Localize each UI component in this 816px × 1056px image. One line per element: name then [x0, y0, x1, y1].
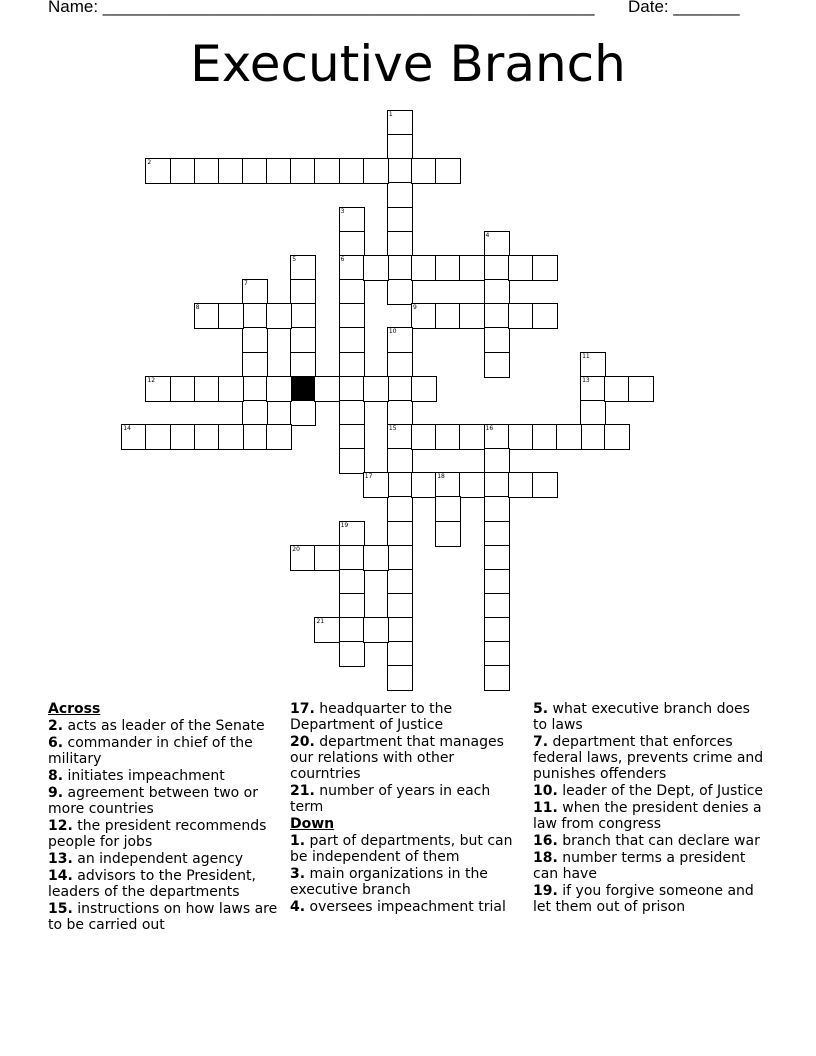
clue-number: 16. [533, 833, 558, 849]
grid-cell[interactable] [580, 400, 606, 426]
puzzle-title: Executive Branch [190, 35, 626, 93]
grid-cell[interactable] [484, 424, 510, 450]
clue-text: commander in chief of the military [48, 735, 253, 767]
grid-cell[interactable] [194, 376, 220, 402]
grid-cell[interactable] [387, 448, 413, 474]
grid-cell[interactable] [339, 255, 365, 281]
grid-cell[interactable] [363, 617, 389, 643]
grid-cell[interactable] [604, 424, 630, 450]
grid-cell[interactable] [339, 593, 365, 619]
grid-cell[interactable] [242, 400, 268, 426]
grid-cell[interactable] [387, 617, 413, 643]
grid-cell[interactable] [339, 617, 365, 643]
clue-text: part of departments, but can be independent of them [290, 833, 513, 865]
grid-cell[interactable] [121, 424, 147, 450]
grid-cell[interactable] [339, 521, 365, 547]
clue-item [290, 899, 522, 915]
grid-cell[interactable] [484, 472, 510, 498]
grid-cell[interactable] [604, 376, 630, 402]
grid-cell[interactable] [145, 158, 171, 184]
clue-text: the president recommends people for jobs [48, 818, 267, 850]
grid-cell[interactable] [628, 376, 654, 402]
grid-cell[interactable] [218, 303, 244, 329]
clue-number: 6. [48, 735, 64, 751]
grid-cell[interactable] [242, 158, 268, 184]
clue-text: department that enforces federal laws, prevents crime and punishes offenders [533, 734, 764, 782]
grid-cell[interactable] [290, 352, 316, 378]
grid-cell[interactable] [387, 641, 413, 667]
clue-item [48, 785, 280, 817]
clue-number: 21. [290, 783, 315, 799]
grid-cell[interactable] [387, 472, 413, 498]
grid-cell[interactable] [194, 424, 220, 450]
clue-number-label: 13 [582, 376, 590, 384]
grid-cell[interactable] [484, 641, 510, 667]
clue-number-label: 5 [292, 255, 297, 263]
clue-number-label: 3 [340, 207, 345, 215]
clue-number: 2. [48, 718, 64, 734]
clue-item [48, 768, 280, 784]
grid-cell[interactable] [290, 255, 316, 281]
grid-cell[interactable] [484, 327, 510, 353]
grid-cell[interactable] [387, 400, 413, 426]
clue-item [533, 701, 765, 733]
clue-number-label: 9 [413, 304, 417, 312]
grid-cell[interactable] [339, 376, 365, 402]
clue-item [533, 734, 765, 782]
clue-item [533, 850, 765, 882]
grid-cell[interactable] [411, 376, 437, 402]
grid-cell[interactable] [387, 593, 413, 619]
grid-cell[interactable] [532, 424, 558, 450]
grid-cell[interactable] [411, 158, 437, 184]
grid-cell[interactable] [145, 424, 171, 450]
clue-number: 11. [533, 800, 558, 816]
clue-text: number terms a president can have [533, 850, 746, 882]
grid-cell[interactable] [435, 158, 461, 184]
clue-item [48, 818, 280, 850]
grid-cell[interactable] [387, 424, 413, 450]
clue-number: 3. [290, 866, 306, 882]
grid-cell[interactable] [435, 521, 461, 547]
clue-text: department that manages our relations with other courntries [290, 734, 504, 782]
grid-cell[interactable] [435, 496, 461, 522]
grid-cell[interactable] [266, 158, 292, 184]
grid-cell[interactable] [484, 665, 510, 691]
clue-number: 20. [290, 734, 315, 750]
grid-cell[interactable] [290, 279, 316, 305]
date-field-label: Date: _______ [628, 0, 740, 16]
grid-cell[interactable] [314, 545, 340, 571]
grid-cell[interactable] [387, 352, 413, 378]
clue-text: what executive branch does to laws [533, 701, 750, 733]
grid-cell[interactable] [339, 545, 365, 571]
grid-cell[interactable] [459, 255, 485, 281]
clue-text: advisors to the President, leaders of the departments [48, 868, 256, 900]
grid-cell[interactable] [484, 617, 510, 643]
grid-cell[interactable] [387, 496, 413, 522]
name-field-label: Name: ____________________________________________________ [48, 0, 595, 16]
grid-cell[interactable] [484, 303, 510, 329]
clue-text: number of years in each term [290, 783, 491, 815]
grid-cell[interactable] [314, 158, 340, 184]
clue-item [290, 701, 522, 733]
grid-cell[interactable] [363, 255, 389, 281]
clue-number: 18. [533, 850, 558, 866]
grid-cell[interactable] [411, 472, 437, 498]
grid-cell[interactable] [435, 424, 461, 450]
clue-text: when the president denies a law from congress [533, 800, 762, 832]
grid-cell[interactable] [387, 182, 413, 208]
grid-cell[interactable] [484, 593, 510, 619]
grid-cell[interactable] [339, 279, 365, 305]
clue-item [533, 833, 765, 849]
clue-text: an independent agency [72, 851, 244, 867]
grid-cell[interactable] [532, 255, 558, 281]
grid-cell[interactable] [459, 424, 485, 450]
clue-number-label: 10 [388, 328, 397, 336]
clue-text: leader of the Dept, of Justice [557, 783, 764, 799]
grid-cell[interactable] [242, 376, 268, 402]
grid-cell[interactable] [508, 472, 534, 498]
clue-number: 17. [290, 701, 315, 717]
grid-cell[interactable] [218, 376, 244, 402]
grid-cell[interactable] [580, 352, 606, 378]
grid-cell[interactable] [484, 231, 510, 257]
clue-number: 19. [533, 883, 558, 899]
clue-number-label: 1 [388, 111, 393, 118]
grid-cell[interactable] [242, 303, 268, 329]
grid-cell[interactable] [387, 569, 413, 595]
grid-cell[interactable] [339, 327, 365, 353]
grid-cell[interactable] [484, 352, 510, 378]
clue-number-label: 19 [340, 521, 349, 529]
clue-number: 8. [48, 768, 64, 784]
grid-block-cell [290, 376, 316, 402]
grid-cell[interactable] [484, 448, 510, 474]
clues-column-2 [290, 701, 522, 916]
clue-number-label: 15 [388, 424, 397, 432]
grid-cell[interactable] [170, 424, 196, 450]
clue-number-label: 18 [437, 473, 445, 481]
clue-text: main organizations in the executive branch [290, 866, 488, 898]
grid-cell[interactable] [387, 665, 413, 691]
clue-number: 1. [290, 833, 306, 849]
grid-cell[interactable] [242, 327, 268, 353]
clue-number: 12. [48, 818, 73, 834]
clue-text: headquarter to the Department of Justice [290, 701, 453, 733]
grid-cell[interactable] [145, 376, 171, 402]
clue-number-label: 6 [340, 255, 345, 263]
clue-number-label: 14 [123, 424, 131, 432]
grid-cell[interactable] [363, 376, 389, 402]
grid-cell[interactable] [387, 545, 413, 571]
grid-cell[interactable] [411, 424, 437, 450]
grid-cell[interactable] [194, 158, 220, 184]
grid-cell[interactable] [580, 376, 606, 402]
clue-number-label: 16 [485, 424, 494, 432]
grid-cell[interactable] [508, 303, 534, 329]
grid-cell[interactable] [387, 134, 413, 160]
grid-cell[interactable] [580, 424, 606, 450]
grid-cell[interactable] [339, 207, 365, 233]
clue-number-label: 7 [244, 280, 248, 288]
grid-cell[interactable] [339, 231, 365, 257]
grid-cell[interactable] [290, 158, 316, 184]
clue-text: agreement between two or more countries [48, 785, 258, 817]
clue-item [48, 868, 280, 900]
grid-cell[interactable] [363, 158, 389, 184]
clue-text: initiates impeachment [63, 768, 225, 784]
grid-cell[interactable] [532, 472, 558, 498]
grid-cell[interactable] [411, 303, 437, 329]
clue-item [48, 718, 280, 734]
grid-cell[interactable] [484, 496, 510, 522]
grid-cell[interactable] [266, 303, 292, 329]
grid-cell[interactable] [339, 448, 365, 474]
clue-text: branch that can declare war [557, 833, 760, 849]
grid-cell[interactable] [387, 158, 413, 184]
clue-number: 15. [48, 901, 73, 917]
grid-cell[interactable] [508, 255, 534, 281]
grid-cell[interactable] [435, 472, 461, 498]
clue-item [290, 833, 522, 865]
clue-text: oversees impeachment trial [305, 899, 506, 915]
grid-cell[interactable] [339, 424, 365, 450]
clue-item [290, 783, 522, 815]
grid-cell[interactable] [435, 255, 461, 281]
clue-number: 13. [48, 851, 73, 867]
grid-cell[interactable] [339, 400, 365, 426]
clue-number-label: 17 [364, 473, 373, 481]
grid-cell[interactable] [218, 158, 244, 184]
down-heading: Down [290, 816, 335, 832]
clue-number-label: 8 [195, 304, 200, 312]
grid-cell[interactable] [314, 617, 340, 643]
grid-cell[interactable] [194, 303, 220, 329]
grid-cell[interactable] [218, 424, 244, 450]
clue-number-label: 21 [316, 618, 325, 626]
grid-cell[interactable] [387, 255, 413, 281]
grid-cell[interactable] [266, 376, 292, 402]
clue-text: acts as leader of the Senate [63, 718, 265, 734]
grid-cell[interactable] [170, 158, 196, 184]
grid-cell[interactable] [290, 327, 316, 353]
grid-cell[interactable] [339, 641, 365, 667]
grid-cell[interactable] [170, 376, 196, 402]
grid-cell[interactable] [484, 279, 510, 305]
grid-cell[interactable] [484, 569, 510, 595]
clue-number-label: 11 [582, 352, 590, 360]
grid-cell[interactable] [290, 400, 316, 426]
clue-number: 4. [290, 899, 306, 915]
clue-item [533, 883, 765, 915]
grid-cell[interactable] [290, 303, 316, 329]
grid-cell[interactable] [242, 352, 268, 378]
grid-cell[interactable] [484, 545, 510, 571]
clue-number-label: 20 [292, 545, 300, 553]
clue-item [533, 783, 765, 799]
clue-item [48, 851, 280, 867]
grid-cell[interactable] [387, 110, 413, 136]
grid-cell[interactable] [339, 352, 365, 378]
grid-cell[interactable] [387, 376, 413, 402]
grid-cell[interactable] [484, 255, 510, 281]
grid-cell[interactable] [339, 158, 365, 184]
clue-item [48, 735, 280, 767]
grid-cell[interactable] [339, 303, 365, 329]
grid-cell[interactable] [484, 521, 510, 547]
clue-number-label: 4 [485, 231, 490, 239]
grid-cell[interactable] [387, 521, 413, 547]
grid-cell[interactable] [363, 472, 389, 498]
grid-cell[interactable] [314, 376, 340, 402]
clue-item [290, 734, 522, 782]
clue-item [48, 901, 280, 933]
grid-cell[interactable] [387, 207, 413, 233]
grid-cell[interactable] [411, 255, 437, 281]
grid-cell[interactable] [387, 327, 413, 353]
clues-column-3 [533, 701, 765, 916]
grid-cell[interactable] [435, 303, 461, 329]
clue-number: 14. [48, 868, 73, 884]
clue-text: if you forgive someone and let them out of prison [533, 883, 754, 915]
grid-cell[interactable] [363, 545, 389, 571]
clue-number-label: 2 [147, 159, 152, 167]
across-heading: Across [48, 701, 101, 717]
clue-item [533, 800, 765, 832]
grid-cell[interactable] [290, 545, 316, 571]
clue-item [290, 866, 522, 898]
grid-cell[interactable] [556, 424, 582, 450]
grid-cell[interactable] [459, 303, 485, 329]
grid-cell[interactable] [532, 303, 558, 329]
grid-cell[interactable] [266, 424, 292, 450]
grid-cell[interactable] [242, 424, 268, 450]
clue-number: 9. [48, 785, 64, 801]
clue-text: instructions on how laws are to be carried out [48, 901, 278, 933]
clue-number: 7. [533, 734, 549, 750]
grid-cell[interactable] [508, 424, 534, 450]
grid-cell[interactable] [339, 569, 365, 595]
grid-cell[interactable] [387, 231, 413, 257]
clue-number: 10. [533, 783, 558, 799]
grid-cell[interactable] [387, 279, 413, 305]
grid-cell[interactable] [459, 472, 485, 498]
clues-column-1 [48, 701, 280, 934]
grid-cell[interactable] [242, 279, 268, 305]
clue-number-label: 12 [147, 376, 156, 384]
clue-number: 5. [533, 701, 549, 717]
